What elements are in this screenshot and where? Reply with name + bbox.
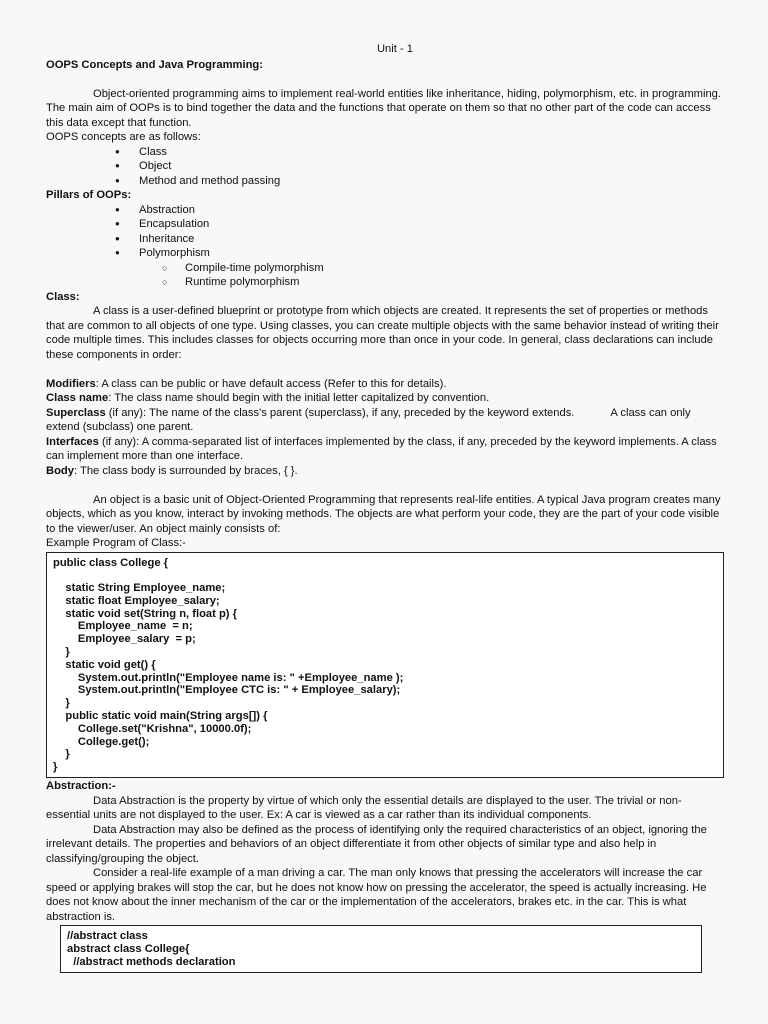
concepts-list [46,145,724,189]
object-paragraph: An object is a basic unit of Object-Oriented Programming that represents real-life entities. A typical Java program creates many objects, which as you know, interact by invoking methods. The objects are what perform your code, they are the part of your code visible to the viewer/user. An object mainly consists of: [46,493,721,535]
abstraction-paragraph-1: Data Abstraction is the property by virtue of which only the essential details are displayed to the user. The trivial or non-essential units are not displayed to the user. Ex: A car is viewed as a car rather than its individual components. [46,794,682,822]
list-item: ● Method and method passing [46,174,724,189]
concepts-heading: OOPS concepts are as follows: [46,131,201,143]
document-page [46,42,724,974]
abstraction-paragraph-2: Data Abstraction may also be defined as the process of identifying only the required characteristics of an object, ignoring the irrelevant details. The properties and behaviors of an object differentiate it from other objects of similar type and also help in classifying/grouping the object. [46,823,707,865]
interfaces-label: Interfaces [46,435,99,448]
interfaces-line [46,435,724,464]
pillars-list [46,203,724,261]
abstraction-paragraph-3: Consider a real-life example of a man driving a car. The man only knows that pressing the accelerators will increase the car speed or applying brakes will stop the car, but he does not know how on pressing the accelerator, the speed is actually increasing. He does not know about the inner mechanism of the car or the implementation of the accelerators, brakes etc. in the car. This is what abstraction is. [46,867,707,923]
superclass-label: Superclass [46,406,106,419]
classname-label: Class name [46,392,109,404]
list-item: ● Abstraction [46,203,724,218]
superclass-text-2: A class can only extend (subclass) one parent. [46,406,691,433]
list-item: ○ Runtime polymorphism [46,275,724,290]
body-text: : The class body is surrounded by braces, { }. [73,464,298,477]
modifiers-text: : A class can be public or have default access (Refer to this for details). [95,377,447,390]
class-heading: Class: [46,290,80,303]
list-item: ● Polymorphism [46,246,724,261]
class-code-block: public class College { static String Employee_name; static float Employee_salary; static void set(String n, float p) { Employee_name = n; Employee_salary = p; } static void get() { System.out.println("Employee name is: " +Employee_name ); System.out.println("Employee CTC is: " + Employee_salary); } public static void main(String args[]) { College.set("Krishna", 10000.0f); College.get(); } } [46,552,724,779]
page-title: OOPS Concepts and Java Programming: [46,58,263,71]
classname-text: : The class name should begin with the initial letter capitalized by convention. [108,392,490,404]
intro-paragraph: Object-oriented programming aims to implement real-world entities like inheritance, hiding, polymorphism, etc. in programming. The main aim of OOPs is to bind together the data and the functions that operate on them so that no other part of the code can access this data except that function. [46,87,722,129]
list-item: ● Inheritance [46,232,724,247]
modifiers-label: Modifiers [46,377,96,390]
superclass-line [46,406,724,435]
body-label: Body [46,464,74,477]
body-line [46,464,724,479]
superclass-text: (if any): The name of the class's parent (superclass), if any, preceded by the keyword extends. [105,406,575,419]
pillars-heading: Pillars of OOPs: [46,189,132,201]
interfaces-text: (if any): A comma-separated list of interfaces implemented by the class, if any, preceded by the keyword implements. A class can implement more than one interface. [46,435,717,462]
abstract-code-block: //abstract class abstract class College{ //abstract methods declaration [60,925,702,973]
modifiers-line [46,377,724,392]
list-item: ● Object [46,159,724,174]
polymorphism-list [46,261,724,290]
classname-line [46,391,724,406]
list-item: ● Class [46,145,724,160]
class-paragraph: A class is a user-defined blueprint or prototype from which objects are created. It represents the set of properties or methods that are common to all objects of one type. Using classes, you can create multiple objects with the same behavior instead of writing their code multiple times. This includes classes for objects occurring more than once in your code. In general, class declarations can include these components in order: [46,305,719,361]
unit-header: Unit - 1 [376,43,414,55]
abstraction-heading: Abstraction:- [46,780,116,793]
example-label: Example Program of Class:- [46,537,186,549]
list-item: ○ Compile-time polymorphism [46,261,724,276]
list-item: ● Encapsulation [46,217,724,232]
